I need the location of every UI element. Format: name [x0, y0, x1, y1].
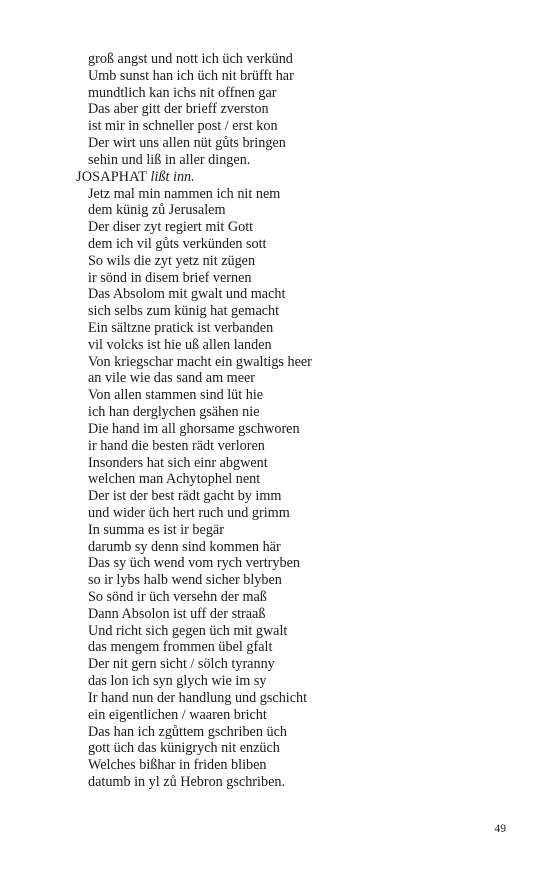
- verse-line: Dann Absolon ist uff der straaß: [88, 605, 266, 622]
- verse-line: groß angst und nott ich üch verkünd: [88, 51, 293, 67]
- verse-line: Insonders hat sich einr abgwent: [88, 454, 268, 471]
- verse-line: Ein sältzne pratick ist verbanden: [88, 320, 274, 336]
- verse-line: ein eigentlichen / waaren bricht: [88, 706, 267, 723]
- speaker-name: JOSAPHAT: [76, 168, 147, 185]
- verse-line: sehin und liß in aller dingen.: [88, 151, 251, 168]
- verse-line: Die hand im all ghorsame gschworen: [88, 420, 300, 437]
- verse-line: und wider üch hert ruch und grimm: [88, 504, 290, 521]
- verse-line: mundtlich kan ichs nit offnen gar: [88, 84, 277, 101]
- verse-line: Das Absolom mit gwalt und macht: [88, 286, 286, 303]
- verse-line: Das sy üch wend vom rych vertryben: [88, 555, 300, 572]
- verse-line: so ir lybs halb wend sicher blyben: [88, 572, 282, 589]
- verse-line: Von allen stammen sind lüt hie: [88, 387, 264, 404]
- verse-line: gott üch das künigrych nit enzüch: [88, 740, 280, 757]
- verse-lines-after: [76, 186, 496, 791]
- verse-line: ir hand die besten rädt verloren: [88, 437, 265, 454]
- verse-line: sich selbs zum künig hat gemacht: [88, 303, 280, 320]
- verse-line: vil volcks ist hie uß allen landen: [88, 336, 272, 353]
- stage-direction: lißt inn.: [150, 168, 195, 185]
- verse-line: Der nit gern sicht / sölch tyranny: [88, 656, 275, 673]
- verse-line: darumb sy denn sind kommen här: [88, 538, 281, 555]
- verse-line: datumb in yl zů Hebron gschriben.: [88, 773, 286, 790]
- verse-line: dem künig zů Jerusalem: [88, 202, 226, 219]
- verse-line: Von kriegschar macht ein gwaltigs heer: [88, 353, 312, 370]
- verse-line: dem ich vil gůts verkünden sott: [88, 235, 267, 252]
- verse-line: So sönd ir üch versehn der maß: [88, 589, 267, 605]
- verse-line: Der wirt uns allen nüt gůts bringen: [88, 135, 286, 152]
- verse-line: an vile wie das sand am meer: [88, 370, 256, 387]
- page-number: 49: [494, 823, 506, 835]
- verse-line: In summa es ist ir begär: [88, 521, 224, 538]
- verse-line: Umb sunst han ich üch nit brüfft har: [88, 67, 294, 84]
- verse-line: welchen man Achytophel nent: [88, 471, 261, 488]
- verse-line: Und richt sich gegen üch mit gwalt: [88, 622, 288, 639]
- verse-line: das lon ich syn glych wie im sy: [88, 673, 267, 690]
- verse-text: [76, 51, 496, 791]
- verse-line: ir sönd in disem brief vernen: [88, 269, 252, 286]
- verse-line: Jetz mal min nammen ich nit nem: [88, 185, 281, 202]
- verse-line: das mengem frommen übel gfalt: [88, 639, 273, 656]
- verse-line: Welches bißhar in friden bliben: [88, 757, 267, 774]
- verse-line: Das aber gitt der brieff zverston: [88, 101, 269, 118]
- verse-line: Das han ich zgůttem gschriben üch: [88, 723, 287, 740]
- speaker-line: [76, 169, 496, 186]
- verse-line: ist mir in schneller post / erst kon: [88, 118, 278, 135]
- verse-line: Der ist der best rädt gacht by imm: [88, 488, 282, 505]
- verse-line: Ir hand nun der handlung und gschicht: [88, 689, 308, 706]
- verse-lines-before: [76, 51, 496, 169]
- verse-line: So wils die zyt yetz nit zügen: [88, 252, 256, 269]
- verse-line: Der diser zyt regiert mit Gott: [88, 219, 254, 236]
- verse-line: ich han derglychen gsähen nie: [88, 404, 260, 421]
